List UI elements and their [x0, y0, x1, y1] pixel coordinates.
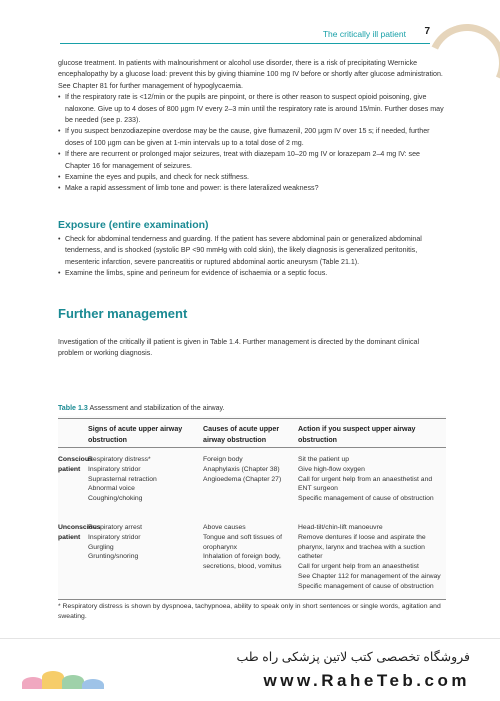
table-header-causes: Causes of acute upper airway obstruction: [203, 425, 280, 444]
intro-bullet: • If there are recurrent or prolonged major seizures, treat with diazepam 10–20 mg IV or lorazepam 2–4 mg IV: see Chapter 16 for management of seizures.: [58, 149, 446, 172]
table-row-label: Conscious patient: [58, 456, 93, 473]
table-cell-line: Coughing/choking: [88, 495, 143, 503]
table-header-actions: Action if you suspect upper airway obstruction: [298, 425, 416, 444]
page-number: 7: [424, 26, 430, 37]
table-caption-number: Table 1.3: [58, 404, 88, 412]
table-cell-line: Give high-flow oxygen: [298, 465, 365, 473]
footer-banner: [0, 638, 500, 701]
table-cell-actions: [298, 523, 446, 592]
table-cell-line: Anaphylaxis (Chapter 38): [203, 465, 280, 473]
table-cell-line: See Chapter 112 for management of the airway: [298, 572, 441, 580]
table-cell-line: Foreign body: [203, 456, 243, 463]
table-cell-causes: [203, 523, 301, 572]
intro-text: [58, 58, 446, 195]
airway-table: [58, 416, 446, 600]
table-cell-line: Abnormal voice: [88, 485, 135, 493]
table-header-rule: [58, 447, 446, 448]
header-rule: [60, 43, 430, 44]
exposure-bullet: • Check for abdominal tenderness and guarding. If the patient has severe abdominal pain or generalized abdominal tenderness, and is shocked (systolic BP <90 mmHg with cold skin), the likely diagnosis is generalized peritonitis, mesenteric infarction, severe pancreatitis or ruptured abdominal aortic aneurysm (Table 21.1).: [58, 234, 446, 268]
table-cell-causes: [203, 455, 301, 484]
exposure-heading: Exposure (entire examination): [58, 219, 209, 231]
table-cell-line: Specific management of cause of obstruction: [298, 495, 434, 503]
table-caption-text: Assessment and stabilization of the airway.: [89, 404, 225, 412]
table-footnote: * Respiratory distress is shown by dyspnoea, tachypnoea, ability to speak only in short sentences or single words, agitation and sweating.: [58, 603, 441, 620]
table-caption: [58, 404, 446, 412]
table-cell-actions: [298, 455, 446, 504]
table-cell-line: Suprasternal retraction: [88, 475, 157, 483]
table-cell-line: Call for urgent help from an anaesthetist and ENT surgeon: [298, 475, 433, 493]
footer-url: www.RaheTeb.com: [263, 671, 470, 690]
further-management-paragraph: Investigation of the critically ill patient is given in Table 1.4. Further management is directed by the dominant clinical problem or working diagnosis.: [58, 338, 420, 358]
table-cell-line: Specific management of cause of obstruction: [298, 582, 434, 590]
table-cell-line: Grunting/snoring: [88, 553, 139, 561]
table-cell-line: Inhalation of foreign body, secretions, blood, vomitus: [203, 553, 282, 571]
footer-store-name: فروشگاه تخصصی کتب لاتین پزشکی راه طب: [236, 650, 470, 664]
table-cell-line: Head-tilt/chin-lift manoeuvre: [298, 524, 383, 531]
table-top-rule: [58, 418, 446, 419]
table-cell-line: Respiratory arrest: [88, 524, 143, 531]
running-head-title: The critically ill patient: [322, 29, 406, 39]
table-cell-signs: [88, 523, 196, 562]
table-cell-line: Angioedema (Chapter 27): [203, 475, 282, 483]
table-header-signs: Signs of acute upper airway obstruction: [88, 425, 183, 444]
table-bottom-rule: [58, 599, 446, 600]
table-cell-line: Tongue and soft tissues of oropharynx: [203, 533, 282, 551]
exposure-bullet: • Examine the limbs, spine and perineum for evidence of ischaemia or a septic focus.: [58, 268, 446, 279]
table-cell-line: Inspiratory stridor: [88, 533, 141, 541]
table-cell-line: Call for urgent help from an anaesthetist: [298, 563, 419, 571]
intro-bullet: • If the respiratory rate is <12/min or the pupils are pinpoint, or there is other reason to suspect opioid poisoning, give naloxone. Give up to 4 doses of 800 µgm IV every 2–3 min until the respiratory rate is around 15/min. Further doses may be needed (see p. 233).: [58, 92, 446, 126]
table-cell-line: Respiratory distress*: [88, 456, 151, 463]
intro-bullet: • Make a rapid assessment of limb tone and power: is there lateralized weakness?: [58, 183, 446, 194]
intro-bullet: • Examine the eyes and pupils, and check for neck stiffness.: [58, 172, 446, 183]
table-cell-line: Sit the patient up: [298, 456, 350, 463]
intro-bullet: • If you suspect benzodiazepine overdose may be the cause, give flumazenil, 200 µgm IV over 15 s; if needed, further doses of 100 µgm can be given at 1-min intervals up to a total dose of 2 mg.: [58, 126, 446, 149]
table-cell-line: Above causes: [203, 524, 246, 531]
book-logo-icon: [22, 653, 112, 689]
running-head: [60, 26, 430, 40]
table-cell-line: Inspiratory stridor: [88, 465, 141, 473]
table-cell-line: Gurgling: [88, 543, 114, 551]
table-cell-signs: [88, 455, 196, 504]
table-cell-line: Remove dentures if loose and aspirate the pharynx, larynx and trachea with a suction catheter: [298, 533, 426, 561]
table-row-label: Unconscious patient: [58, 524, 101, 541]
exposure-bullet-list: [58, 234, 446, 280]
intro-paragraph: glucose treatment. In patients with malnourishment or alcohol use disorder, there is a risk of precipitating Wernicke encephalopathy by a glucose load: prevent this by giving thiamine 100 mg IV before or shortly after glucose administration. See Chapter 81 for further management of hypoglycaemia.: [58, 59, 443, 90]
further-management-heading: Further management: [58, 306, 188, 321]
intro-bullet-list: [58, 92, 446, 195]
